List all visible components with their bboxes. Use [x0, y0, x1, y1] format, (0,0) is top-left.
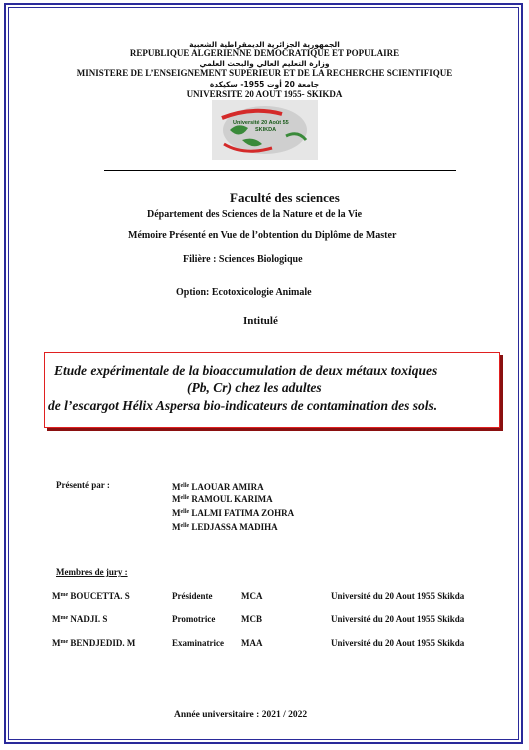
- student-4: [172, 522, 278, 532]
- student-3: [172, 508, 294, 518]
- student-prefix: M: [172, 494, 181, 504]
- student-name: LEDJASSA MADIHA: [191, 522, 278, 532]
- logo-text: [233, 120, 289, 134]
- memoire-line: Mémoire Présenté en Vue de l’obtention du Diplôme de Master: [128, 230, 397, 241]
- jury-grade: MAA: [241, 638, 263, 648]
- jury-row: [52, 591, 130, 601]
- student-prefix: M: [172, 508, 181, 518]
- jury-affiliation: Université du 20 Aout 1955 Skikda: [331, 591, 465, 601]
- option-line: Option: Ecotoxicologie Animale: [176, 287, 312, 298]
- arabic-republic-line: الجمهورية الجزائرية الديمقراطية الشعبية: [189, 40, 340, 49]
- arabic-university-line: جامعة 20 أوت 1955- سكيكدة: [209, 80, 320, 89]
- student-name: LALMI FATIMA ZOHRA: [191, 508, 295, 518]
- jury-role: Présidente: [172, 591, 213, 601]
- jury-row: [52, 614, 107, 624]
- student-2: [172, 494, 273, 504]
- jury-prefix-sup: me: [60, 592, 69, 598]
- faculty-heading: Faculté des sciences: [230, 190, 340, 205]
- student-prefix: M: [172, 482, 181, 492]
- intitule-label: Intitulé: [243, 315, 278, 327]
- jury-role: Promotrice: [172, 614, 216, 624]
- jury-prefix: M: [52, 614, 61, 624]
- logo-line-2: SKIKDA: [255, 127, 277, 133]
- student-prefix: M: [172, 522, 181, 532]
- thesis-title-line-3: de l’escargot Hélix Aspersa bio-indicateurs de contamination des sols.: [48, 398, 438, 413]
- university-line: UNIVERSITE 20 AOUT 1955- SKIKDA: [186, 89, 343, 99]
- jury-name: BOUCETTA. S: [70, 591, 130, 601]
- jury-role: Examinatrice: [172, 638, 224, 648]
- jury-prefix: M: [52, 591, 61, 601]
- jury-name: NADJI. S: [70, 614, 108, 624]
- jury-grade: MCA: [241, 591, 263, 601]
- jury-affiliation: Université du 20 Aout 1955 Skikda: [331, 614, 465, 624]
- jury-prefix: M: [52, 638, 61, 648]
- student-prefix-sup: elle: [180, 495, 190, 501]
- department-line: Département des Sciences de la Nature et de la Vie: [147, 209, 363, 220]
- jury-affiliation: Université du 20 Aout 1955 Skikda: [331, 638, 465, 648]
- student-1: [172, 482, 264, 492]
- jury-grade: MCB: [241, 614, 262, 624]
- thesis-title-line-2: (Pb, Cr) chez les adultes: [187, 380, 322, 395]
- thesis-title-line-1: Etude expérimentale de la bioaccumulation de deux métaux toxiques: [54, 363, 438, 378]
- student-prefix-sup: elle: [180, 523, 190, 529]
- ministry-line: MINISTERE DE L’ENSEIGNEMENT SUPERIEUR ET DE LA RECHERCHE SCIENTIFIQUE: [76, 68, 453, 78]
- presented-by-label: Présenté par :: [56, 480, 110, 490]
- jury-row: [52, 638, 135, 648]
- academic-year: Année universitaire : 2021 / 2022: [174, 710, 308, 720]
- jury-name: BENDJEDID. M: [70, 638, 136, 648]
- logo-line-1: Université 20 Août 55: [233, 120, 289, 126]
- jury-prefix-sup: me: [60, 639, 69, 645]
- jury-prefix-sup: me: [60, 615, 69, 621]
- arabic-ministry-line: وزارة التعليم العالي والبحث العلمي: [199, 59, 330, 68]
- student-name: RAMOUL KARIMA: [191, 494, 273, 504]
- jury-label: Membres de jury :: [56, 567, 128, 577]
- republic-line: REPUBLIQUE ALGERIENNE DEMOCRATIQUE ET POPULAIRE: [129, 48, 400, 58]
- filiere-line: Filière : Sciences Biologique: [183, 254, 303, 265]
- student-name: LAOUAR AMIRA: [191, 482, 264, 492]
- student-prefix-sup: elle: [180, 509, 190, 515]
- header-divider: [104, 170, 456, 171]
- student-prefix-sup: elle: [180, 483, 190, 489]
